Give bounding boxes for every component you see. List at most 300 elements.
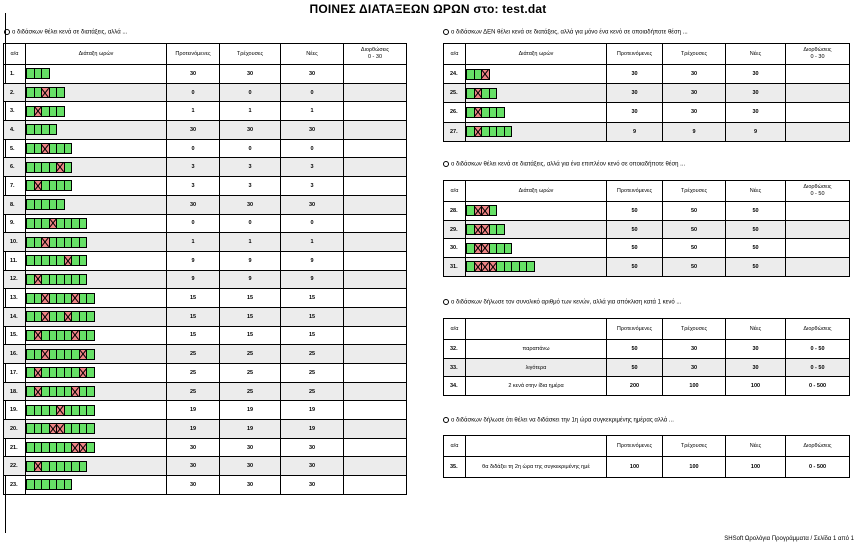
hour-layout (26, 270, 167, 289)
correction-value (344, 289, 407, 308)
hour-cells (26, 329, 166, 342)
col-correction: Διορθώσεις (786, 319, 850, 340)
table-row (4, 121, 407, 140)
col-aa: α/α (444, 319, 466, 340)
correction-value (344, 382, 407, 401)
row-number: 7. (4, 177, 26, 196)
new-value: 19 (281, 401, 344, 420)
correction-value (344, 307, 407, 326)
correction-value (344, 326, 407, 345)
proposed-value: 0 (167, 214, 220, 233)
hour-cells (26, 217, 166, 230)
new-value: 50 (726, 239, 786, 258)
correction-value (344, 177, 407, 196)
current-value: 50 (663, 202, 726, 221)
hour-cells (26, 236, 166, 249)
table-row (4, 233, 407, 252)
proposed-value: 1 (167, 102, 220, 121)
hour-cells (26, 366, 166, 379)
teaching-hour-cell (86, 311, 95, 322)
correction-value (344, 476, 407, 495)
col-current: Τρέχουσες (220, 44, 281, 65)
bullet-icon (443, 29, 449, 35)
current-value: 9 (220, 251, 281, 270)
hour-layout (466, 202, 607, 221)
correction-value (344, 102, 407, 121)
col-current: Τρέχουσες (663, 436, 726, 457)
proposed-value: 30 (607, 84, 663, 103)
col-correction: Διορθώσεις 0 - 30 (344, 44, 407, 65)
proposed-value: 30 (167, 121, 220, 140)
current-value: 0 (220, 214, 281, 233)
new-value: 15 (281, 307, 344, 326)
correction-value (344, 233, 407, 252)
current-value: 1 (220, 102, 281, 121)
current-value: 25 (220, 364, 281, 383)
table-row (4, 195, 407, 214)
proposed-value: 0 (167, 139, 220, 158)
hour-cells (466, 223, 606, 236)
current-value: 15 (220, 326, 281, 345)
hour-cells (26, 179, 166, 192)
new-value: 0 (281, 83, 344, 102)
current-value: 25 (220, 345, 281, 364)
correction-value (344, 401, 407, 420)
proposed-value: 30 (167, 195, 220, 214)
proposed-value: 9 (167, 251, 220, 270)
new-value: 30 (281, 438, 344, 457)
current-value: 15 (220, 307, 281, 326)
proposed-value: 25 (167, 345, 220, 364)
current-value: 15 (220, 289, 281, 308)
teaching-hour-cell (504, 243, 513, 254)
table-row (4, 139, 407, 158)
row-description: λιγότερα (466, 358, 607, 377)
new-value: 25 (281, 364, 344, 383)
hour-layout (466, 103, 607, 122)
new-value: 9 (281, 251, 344, 270)
table-row (4, 158, 407, 177)
proposed-value: 3 (167, 177, 220, 196)
row-number: 34. (444, 377, 466, 396)
row-number: 16. (4, 345, 26, 364)
proposed-value: 9 (607, 122, 663, 141)
correction-value (786, 220, 850, 239)
col-aa: α/α (444, 44, 466, 65)
hour-cells (466, 87, 606, 100)
new-value: 50 (726, 202, 786, 221)
row-number: 25. (444, 84, 466, 103)
col-correction: Διορθώσεις 0 - 30 (786, 44, 850, 65)
proposed-value: 25 (167, 382, 220, 401)
teaching-hour-cell (64, 143, 73, 154)
row-number: 8. (4, 195, 26, 214)
table-row (4, 364, 407, 383)
proposed-value: 100 (607, 457, 663, 478)
col-desc (466, 436, 607, 457)
table-row (444, 220, 850, 239)
proposed-value: 50 (607, 340, 663, 359)
hour-layout (466, 220, 607, 239)
new-value: 30 (281, 195, 344, 214)
hour-cells (26, 254, 166, 267)
bullet-icon (443, 417, 449, 423)
table-row (4, 476, 407, 495)
teaching-hour-cell (79, 461, 88, 472)
col-proposed: Προτεινόμενες (607, 44, 663, 65)
table-row (4, 270, 407, 289)
teaching-hour-cell (86, 442, 95, 453)
hour-cells (26, 123, 166, 136)
teaching-hour-cell (86, 293, 95, 304)
row-number: 5. (4, 139, 26, 158)
teaching-hour-cell (64, 180, 73, 191)
hour-cells (26, 422, 166, 435)
proposed-value: 50 (607, 220, 663, 239)
new-value: 30 (726, 103, 786, 122)
hour-cells (26, 478, 166, 491)
hour-cells (26, 67, 166, 80)
correction-value (344, 195, 407, 214)
proposed-value: 9 (167, 270, 220, 289)
hour-layout (466, 258, 607, 277)
correction-value (344, 83, 407, 102)
current-value: 30 (220, 438, 281, 457)
table-row (4, 65, 407, 84)
current-value: 50 (663, 220, 726, 239)
hour-cells (466, 204, 606, 217)
proposed-value: 30 (607, 103, 663, 122)
new-value: 3 (281, 158, 344, 177)
current-value: 25 (220, 382, 281, 401)
correction-value (344, 457, 407, 476)
section-heading-3: ο διδάσκων θέλει κενά σε διατάξεις, αλλά για ένα επιπλέον κενό σε οποιαδήποτε θέση ... (443, 161, 685, 168)
new-value: 30 (726, 65, 786, 84)
new-value: 30 (281, 121, 344, 140)
row-number: 4. (4, 121, 26, 140)
hour-cells (466, 125, 606, 138)
teaching-hour-cell (86, 330, 95, 341)
row-number: 22. (4, 457, 26, 476)
new-value: 9 (281, 270, 344, 289)
current-value: 1 (220, 233, 281, 252)
current-value: 19 (220, 420, 281, 439)
col-aa: α/α (444, 181, 466, 202)
teaching-hour-cell (56, 87, 65, 98)
section-heading-5: ο διδάσκων δήλωσε ότι θέλει να διδάσκει την 1η ώρα συγκεκριμένης ημέρας αλλά ... (443, 417, 674, 424)
proposed-value: 50 (607, 239, 663, 258)
new-value: 1 (281, 102, 344, 121)
col-correction: Διορθώσεις (786, 436, 850, 457)
row-number: 32. (444, 340, 466, 359)
proposed-value: 30 (167, 457, 220, 476)
current-value: 30 (220, 121, 281, 140)
teaching-hour-cell (79, 218, 88, 229)
new-value: 25 (281, 345, 344, 364)
col-aa: α/α (444, 436, 466, 457)
current-value: 100 (663, 377, 726, 396)
table-row (444, 239, 850, 258)
row-number: 27. (444, 122, 466, 141)
new-value: 100 (726, 377, 786, 396)
hour-layout (26, 438, 167, 457)
current-value: 30 (663, 65, 726, 84)
correction-value (786, 239, 850, 258)
new-value: 15 (281, 289, 344, 308)
table-row (4, 177, 407, 196)
hour-layout (26, 139, 167, 158)
correction-range: 0 - 500 (786, 377, 850, 396)
proposed-value: 15 (167, 289, 220, 308)
new-value: 30 (281, 457, 344, 476)
current-value: 9 (663, 122, 726, 141)
table-row (4, 289, 407, 308)
row-number: 15. (4, 326, 26, 345)
teaching-hour-cell (56, 199, 65, 210)
hour-cells (26, 348, 166, 361)
col-proposed: Προτεινόμενες (607, 319, 663, 340)
teaching-hour-cell (489, 88, 498, 99)
table-row (444, 457, 850, 478)
new-value: 30 (726, 84, 786, 103)
teaching-hour-cell (79, 274, 88, 285)
row-number: 29. (444, 220, 466, 239)
proposed-value: 0 (167, 83, 220, 102)
hour-layout (26, 158, 167, 177)
row-number: 14. (4, 307, 26, 326)
hour-cells (26, 86, 166, 99)
new-value: 100 (726, 457, 786, 478)
table-row (4, 457, 407, 476)
hour-layout (26, 457, 167, 476)
teaching-hour-cell (41, 68, 50, 79)
hour-layout (26, 195, 167, 214)
row-number: 35. (444, 457, 466, 478)
table-row (4, 345, 407, 364)
proposed-value: 30 (167, 65, 220, 84)
table-row (4, 251, 407, 270)
section-heading-4: ο διδάσκων δήλωσε τον συνολικό αριθμό των κενών, αλλά για απόκλιση κατά 1 κενό ... (443, 299, 681, 306)
col-current: Τρέχουσες (663, 181, 726, 202)
correction-value (344, 158, 407, 177)
hour-layout (26, 65, 167, 84)
table-row (4, 102, 407, 121)
col-proposed: Προτεινόμενες (607, 436, 663, 457)
table-row (4, 401, 407, 420)
new-value: 50 (726, 258, 786, 277)
hour-cells (26, 273, 166, 286)
hour-layout (26, 289, 167, 308)
col-aa: α/α (4, 44, 26, 65)
hour-cells (466, 260, 606, 273)
proposed-value: 15 (167, 326, 220, 345)
col-current: Τρέχουσες (663, 319, 726, 340)
correction-value (786, 202, 850, 221)
col-new: Νέες (726, 44, 786, 65)
table-row (4, 214, 407, 233)
row-number: 9. (4, 214, 26, 233)
current-value: 3 (220, 158, 281, 177)
row-description: θα διδάξει τη 2η ώρα της συγκεκριμένης ημέ (466, 457, 607, 478)
row-number: 12. (4, 270, 26, 289)
hour-cells (466, 68, 606, 81)
hour-layout (466, 84, 607, 103)
hour-cells (26, 310, 166, 323)
proposed-value: 50 (607, 202, 663, 221)
row-number: 18. (4, 382, 26, 401)
teaching-hour-cell (86, 349, 95, 360)
hour-layout (26, 83, 167, 102)
current-value: 3 (220, 177, 281, 196)
correction-value (786, 65, 850, 84)
penalties-table-4 (443, 318, 850, 396)
proposed-value: 15 (167, 307, 220, 326)
col-proposed: Προτεινόμενες (607, 181, 663, 202)
correction-value (344, 270, 407, 289)
col-new: Νέες (281, 44, 344, 65)
hour-cells (466, 106, 606, 119)
col-proposed: Προτεινόμενες (167, 44, 220, 65)
new-value: 30 (726, 340, 786, 359)
table-row (444, 103, 850, 122)
new-value: 9 (726, 122, 786, 141)
current-value: 30 (220, 457, 281, 476)
penalties-table-2 (443, 43, 850, 142)
col-new: Νέες (726, 436, 786, 457)
current-value: 0 (220, 83, 281, 102)
correction-value (786, 103, 850, 122)
hour-layout (26, 326, 167, 345)
bullet-icon (4, 29, 10, 35)
current-value: 30 (220, 195, 281, 214)
hour-layout (466, 65, 607, 84)
gap-hour-cell (481, 69, 490, 80)
table-row (444, 122, 850, 141)
proposed-value: 19 (167, 420, 220, 439)
correction-value (786, 122, 850, 141)
teaching-hour-cell (64, 479, 73, 490)
teaching-hour-cell (489, 205, 498, 216)
section-heading-1: ο διδάσκων θέλει κενά σε διατάξεις, αλλά ... (4, 29, 127, 36)
table-row (4, 83, 407, 102)
hour-layout (26, 364, 167, 383)
table-row (444, 202, 850, 221)
col-new: Νέες (726, 319, 786, 340)
teaching-hour-cell (79, 237, 88, 248)
current-value: 30 (663, 84, 726, 103)
new-value: 15 (281, 326, 344, 345)
new-value: 3 (281, 177, 344, 196)
page-title: ΠΟΙΝΕΣ ΔΙΑΤΑΞΕΩΝ ΩΡΩΝ στο: test.dat (309, 2, 547, 16)
row-number: 31. (444, 258, 466, 277)
correction-value (344, 345, 407, 364)
correction-value (344, 121, 407, 140)
col-desc (466, 319, 607, 340)
hour-layout (26, 420, 167, 439)
row-description: 2 κενά στην ίδια ημέρα (466, 377, 607, 396)
hour-layout (466, 239, 607, 258)
proposed-value: 30 (167, 438, 220, 457)
correction-range: 0 - 500 (786, 457, 850, 478)
teaching-hour-cell (526, 261, 535, 272)
teaching-hour-cell (504, 126, 513, 137)
hour-layout (26, 233, 167, 252)
section-heading-2: ο διδάσκων ΔΕΝ θέλει κενά σε διατάξεις, αλλά για μόνο ένα κενό σε οποιαδήποτε θέση ... (443, 29, 688, 36)
row-number: 19. (4, 401, 26, 420)
proposed-value: 30 (167, 476, 220, 495)
table-row (4, 307, 407, 326)
current-value: 0 (220, 139, 281, 158)
row-number: 17. (4, 364, 26, 383)
new-value: 30 (281, 65, 344, 84)
proposed-value: 30 (607, 65, 663, 84)
new-value: 25 (281, 382, 344, 401)
hour-cells (26, 460, 166, 473)
teaching-hour-cell (64, 162, 73, 173)
proposed-value: 50 (607, 358, 663, 377)
correction-value (344, 438, 407, 457)
row-number: 26. (444, 103, 466, 122)
row-number: 2. (4, 83, 26, 102)
correction-value (786, 258, 850, 277)
current-value: 19 (220, 401, 281, 420)
current-value: 100 (663, 457, 726, 478)
new-value: 30 (281, 476, 344, 495)
table-row (444, 340, 850, 359)
new-value: 19 (281, 420, 344, 439)
hour-layout (26, 251, 167, 270)
row-number: 10. (4, 233, 26, 252)
current-value: 30 (220, 476, 281, 495)
correction-value (344, 364, 407, 383)
hour-layout (26, 382, 167, 401)
row-number: 28. (444, 202, 466, 221)
row-number: 30. (444, 239, 466, 258)
teaching-hour-cell (56, 106, 65, 117)
hour-layout (26, 307, 167, 326)
teaching-hour-cell (496, 224, 505, 235)
table-row (444, 84, 850, 103)
correction-value (344, 251, 407, 270)
hour-cells (26, 161, 166, 174)
row-number: 33. (444, 358, 466, 377)
row-number: 20. (4, 420, 26, 439)
row-number: 11. (4, 251, 26, 270)
row-number: 13. (4, 289, 26, 308)
hour-cells (26, 292, 166, 305)
table-row (444, 65, 850, 84)
correction-value (786, 84, 850, 103)
table-row (444, 377, 850, 396)
col-layout: Διάταξη ωρών (466, 44, 607, 65)
proposed-value: 1 (167, 233, 220, 252)
table-row (444, 358, 850, 377)
row-number: 24. (444, 65, 466, 84)
col-layout: Διάταξη ωρών (26, 44, 167, 65)
row-number: 6. (4, 158, 26, 177)
col-current: Τρέχουσες (663, 44, 726, 65)
proposed-value: 19 (167, 401, 220, 420)
col-new: Νέες (726, 181, 786, 202)
hour-cells (26, 404, 166, 417)
correction-range: 0 - 50 (786, 340, 850, 359)
hour-layout (26, 102, 167, 121)
teaching-hour-cell (86, 405, 95, 416)
teaching-hour-cell (86, 386, 95, 397)
current-value: 30 (663, 340, 726, 359)
table-row (4, 438, 407, 457)
proposed-value: 50 (607, 258, 663, 277)
